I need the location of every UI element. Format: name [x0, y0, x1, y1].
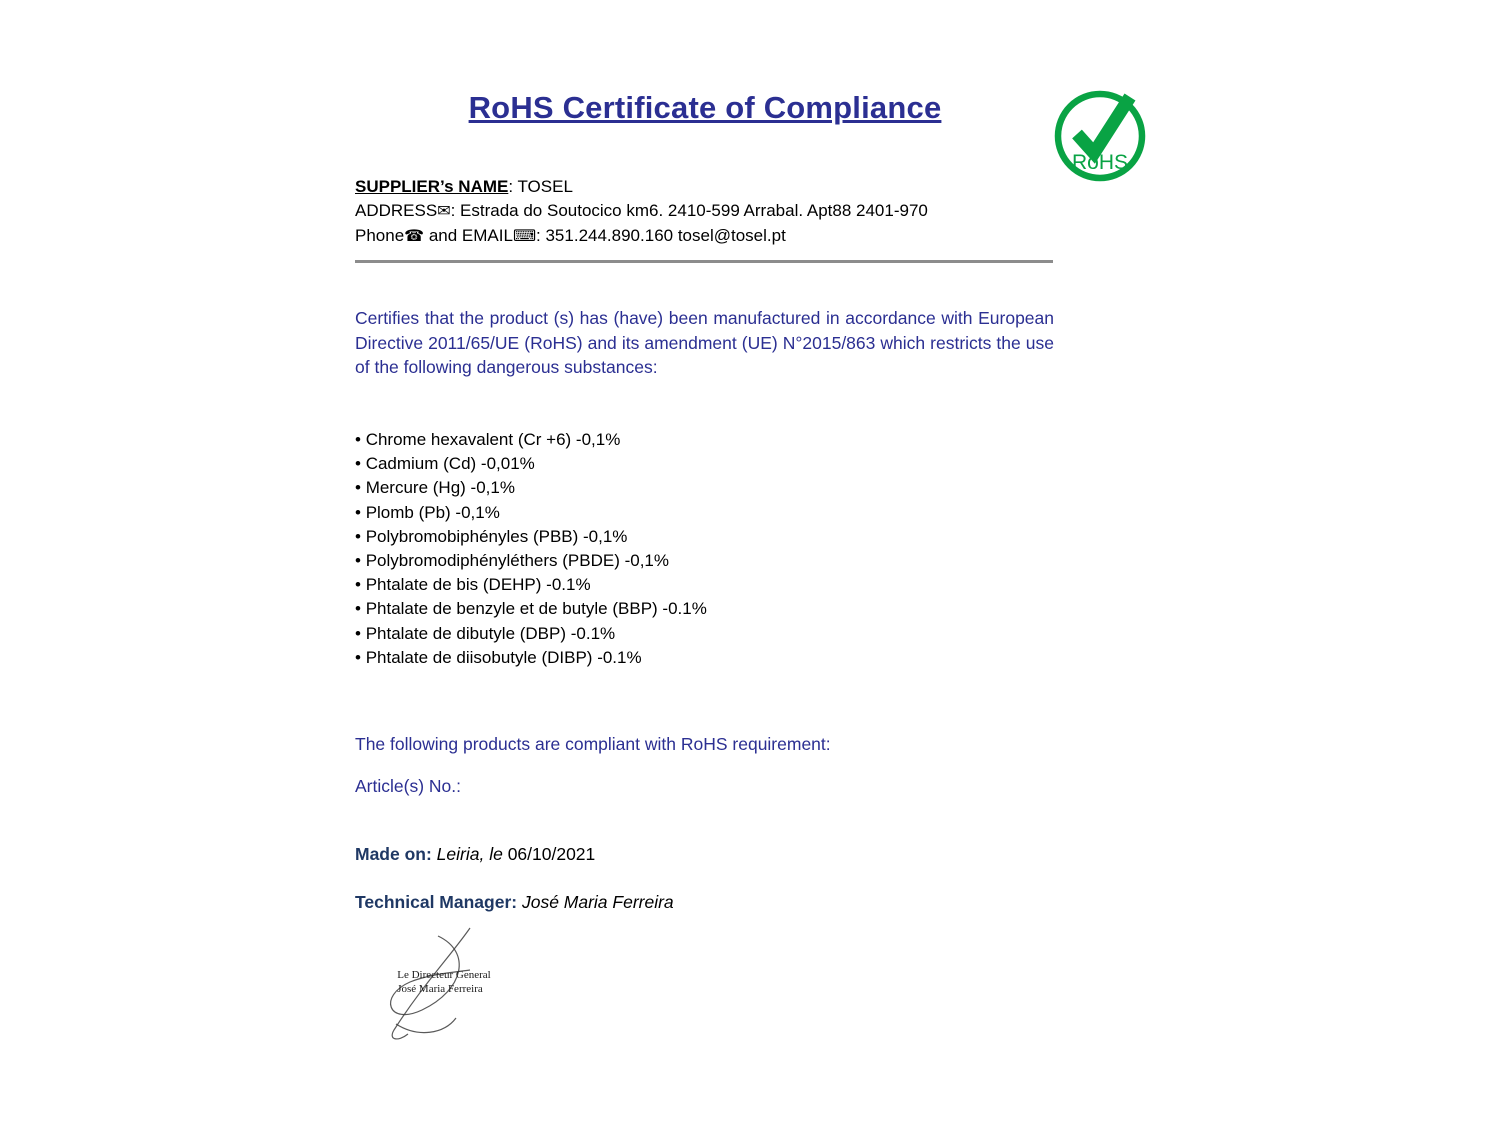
technical-manager-label: Technical Manager: [355, 892, 518, 912]
supplier-address-line [355, 199, 928, 224]
made-on-line [355, 844, 595, 865]
signature-block [352, 926, 542, 1051]
list-item: • Plomb (Pb) -0,1% [355, 501, 707, 525]
computer-icon: ⌨ [512, 228, 537, 245]
supplier-name-value: : TOSEL [508, 177, 573, 196]
made-on-place: Leiria, le [431, 844, 508, 864]
list-item: • Polybromodiphényléthers (PBDE) -0,1% [355, 549, 707, 573]
list-item: • Phtalate de bis (DEHP) -0.1% [355, 573, 707, 597]
page-title: RoHS Certificate of Compliance [468, 90, 942, 125]
made-on-date: 06/10/2021 [507, 844, 596, 864]
rohs-check-icon [1050, 82, 1150, 184]
compliance-statement: The following products are compliant with RoHS requirement: [355, 734, 831, 754]
supplier-contact-line [355, 224, 928, 249]
supplier-name-line [355, 175, 928, 199]
certification-paragraph: Certifies that the product (s) has (have) been manufactured in accordance with European Directive 2011/65/UE (RoHS) and its amendment (UE) N°2015/863 which restricts the use of the following dangerous substances: [355, 308, 1054, 377]
list-item: • Polybromobiphényles (PBB) -0,1% [355, 525, 707, 549]
phone-icon: ☎ [404, 228, 425, 245]
list-item: • Cadmium (Cd) -0,01% [355, 452, 707, 476]
contact-value: : 351.244.890.160 tosel@tosel.pt [536, 226, 786, 245]
address-label: ADDRESS [355, 201, 438, 220]
signature-icon [352, 926, 542, 1051]
article-number-label: Article(s) No.: [355, 776, 461, 796]
envelope-icon: ✉ [437, 203, 451, 220]
list-item: • Phtalate de diisobutyle (DIBP) -0.1% [355, 646, 707, 670]
phone-label: Phone [355, 226, 405, 245]
email-label: and EMAIL [424, 226, 513, 245]
signature-title-text: Le Directeur General [397, 969, 491, 981]
rohs-logo-label: RoHS [1071, 151, 1129, 174]
rohs-logo [1050, 82, 1150, 184]
supplier-name-label: SUPPLIER’s NAME [355, 177, 509, 196]
address-value: : Estrada do Soutocico km6. 2410-599 Arrabal. Apt88 2401-970 [450, 201, 928, 220]
technical-manager-line [355, 892, 674, 913]
list-item: • Phtalate de dibutyle (DBP) -0.1% [355, 622, 707, 646]
supplier-block [355, 175, 928, 249]
header-divider [355, 260, 1053, 263]
list-item: • Phtalate de benzyle et de butyle (BBP) -0.1% [355, 597, 707, 621]
signature-name-text: José Maria Ferreira [397, 983, 483, 995]
substances-list [355, 428, 707, 670]
list-item: • Mercure (Hg) -0,1% [355, 476, 707, 500]
technical-manager-name: José Maria Ferreira [517, 892, 674, 912]
made-on-label: Made on: [355, 844, 432, 864]
list-item: • Chrome hexavalent (Cr +6) -0,1% [355, 428, 707, 452]
